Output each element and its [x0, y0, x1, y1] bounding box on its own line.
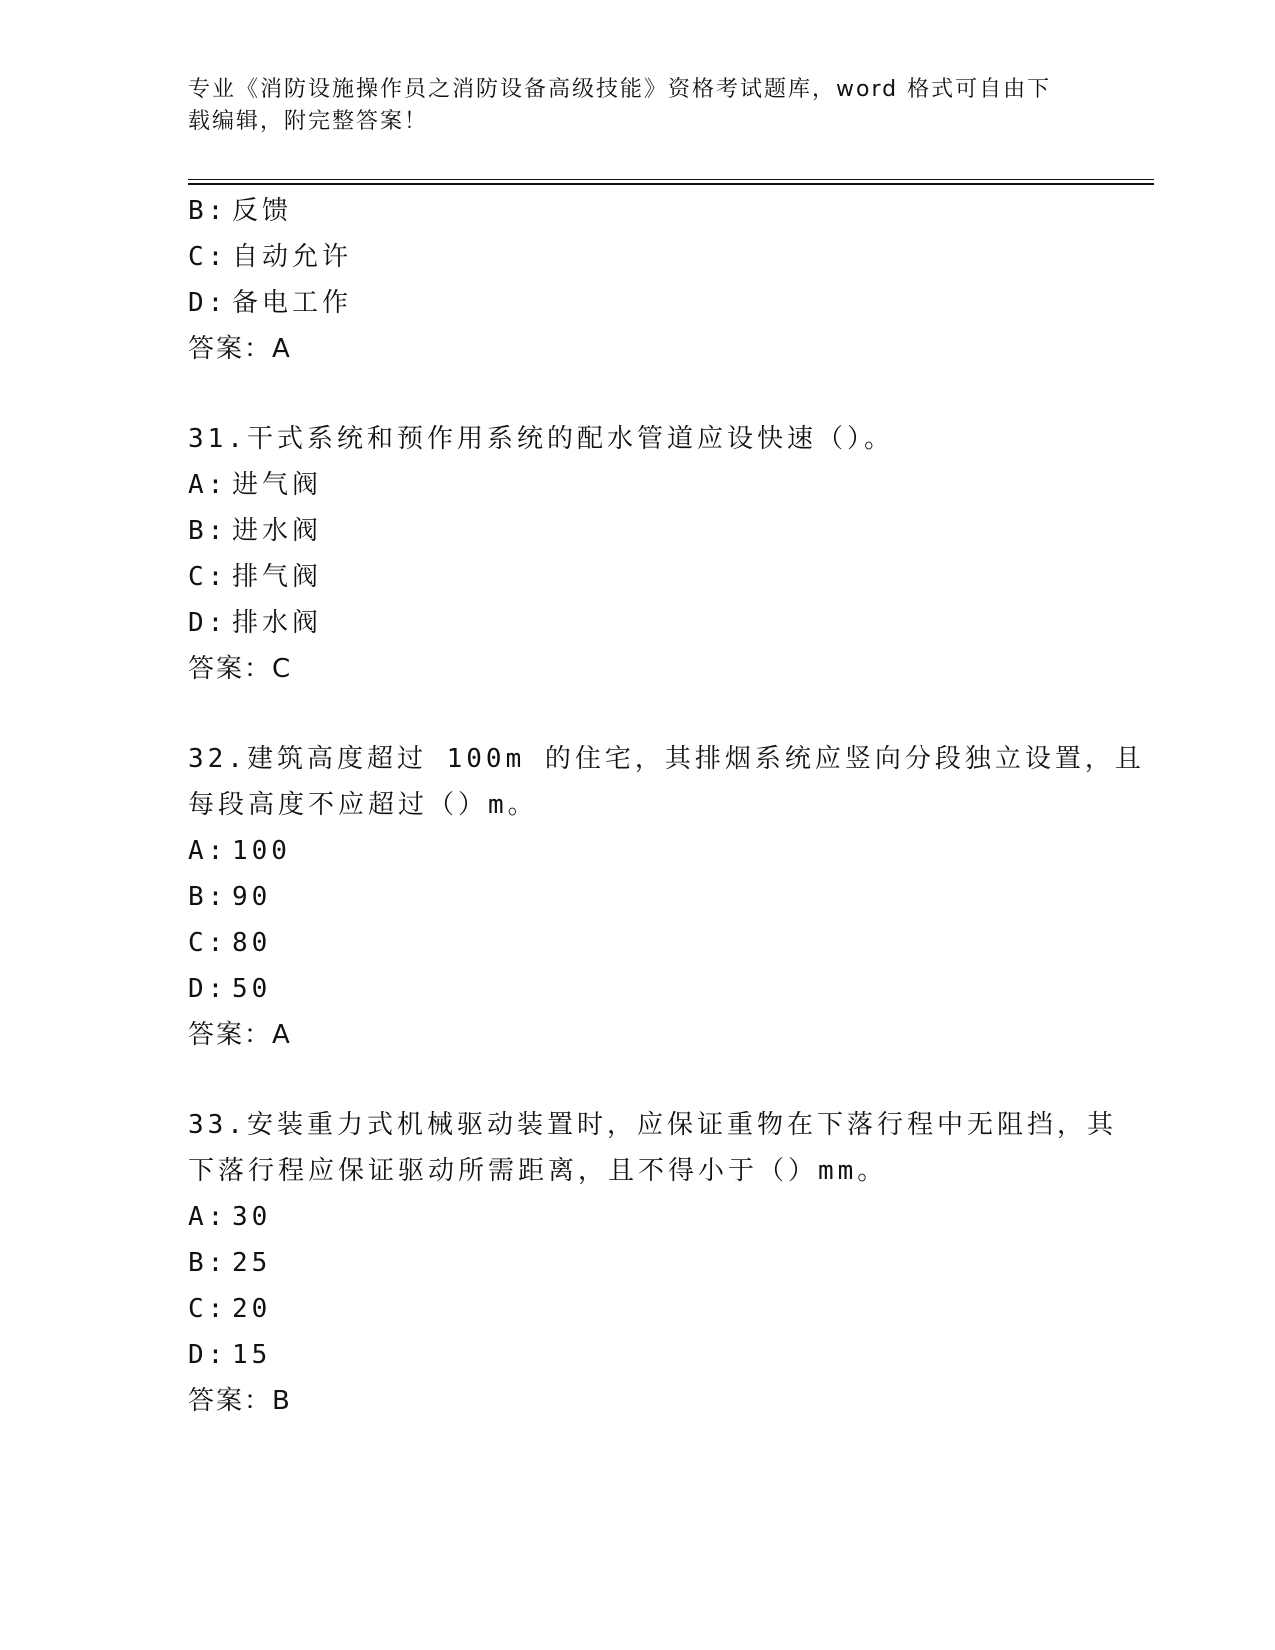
- option-d: [188, 1332, 1088, 1378]
- option-label: D:: [188, 608, 228, 638]
- option-label: D:: [188, 1340, 228, 1370]
- header-rule-thin: [188, 179, 1154, 180]
- option-b: [188, 508, 1088, 554]
- question-stem: 每段高度不应超过（）m。: [188, 790, 538, 820]
- option-label: B:: [188, 516, 228, 546]
- header-rule-thick: [188, 183, 1154, 185]
- option-d: [188, 966, 1088, 1012]
- option-text: 15: [232, 1340, 272, 1370]
- option-label: C:: [188, 1294, 228, 1324]
- option-d: [188, 600, 1088, 646]
- header-line-1: 专业《消防设施操作员之消防设备高级技能》资格考试题库，word 格式可自由下: [188, 77, 1052, 102]
- spacer: [188, 1058, 1088, 1102]
- question-33: [188, 1102, 1117, 1424]
- option-label: B:: [188, 196, 228, 226]
- option-label: C:: [188, 562, 228, 592]
- option-label: C:: [188, 928, 228, 958]
- option-c: [188, 1286, 1088, 1332]
- option-d: [188, 280, 1088, 326]
- answer: 答案：B: [188, 1386, 292, 1416]
- option-c: [188, 234, 1088, 280]
- spacer: [188, 372, 1088, 416]
- option-text: 反馈: [232, 196, 293, 226]
- question-31: [188, 416, 1088, 692]
- option-b: [188, 1240, 1088, 1286]
- option-text: 90: [232, 882, 272, 912]
- question-stem: 下落行程应保证驱动所需距离，且不得小于（）mm。: [188, 1156, 888, 1186]
- option-text: 进气阀: [232, 470, 323, 500]
- option-text: 25: [232, 1248, 272, 1278]
- option-label: A:: [188, 1202, 228, 1232]
- option-text: 自动允许: [232, 242, 353, 272]
- question-stem: 32.建筑高度超过 100m 的住宅，其排烟系统应竖向分段独立设置，且: [188, 744, 1145, 774]
- option-label: D:: [188, 974, 228, 1004]
- option-text: 50: [232, 974, 272, 1004]
- question-30: [188, 188, 1088, 372]
- answer: 答案：A: [188, 334, 292, 364]
- question-stem: 33.安装重力式机械驱动装置时，应保证重物在下落行程中无阻挡，其: [188, 1110, 1117, 1140]
- option-label: B:: [188, 1248, 228, 1278]
- option-text: 80: [232, 928, 272, 958]
- option-text: 30: [232, 1202, 272, 1232]
- answer: 答案：A: [188, 1020, 292, 1050]
- option-text: 备电工作: [232, 288, 353, 318]
- option-label: C:: [188, 242, 228, 272]
- option-text: 20: [232, 1294, 272, 1324]
- option-label: A:: [188, 836, 228, 866]
- option-a: [188, 1194, 1088, 1240]
- page-header: [188, 74, 1078, 138]
- header-line-2: 载编辑，附完整答案！: [188, 109, 429, 134]
- option-c: [188, 554, 1088, 600]
- option-label: D:: [188, 288, 228, 318]
- option-b: [188, 874, 1088, 920]
- question-list: [188, 188, 1145, 1424]
- option-text: 100: [232, 836, 291, 866]
- spacer: [188, 692, 1088, 736]
- option-label: B:: [188, 882, 228, 912]
- option-c: [188, 920, 1088, 966]
- question-32: [188, 736, 1145, 1058]
- option-text: 排气阀: [232, 562, 323, 592]
- option-a: [188, 462, 1088, 508]
- option-text: 排水阀: [232, 608, 323, 638]
- question-stem: 31.干式系统和预作用系统的配水管道应设快速（）。: [188, 424, 894, 454]
- option-b: [188, 188, 1088, 234]
- option-a: [188, 828, 1088, 874]
- answer: 答案：C: [188, 654, 293, 684]
- option-label: A:: [188, 470, 228, 500]
- option-text: 进水阀: [232, 516, 323, 546]
